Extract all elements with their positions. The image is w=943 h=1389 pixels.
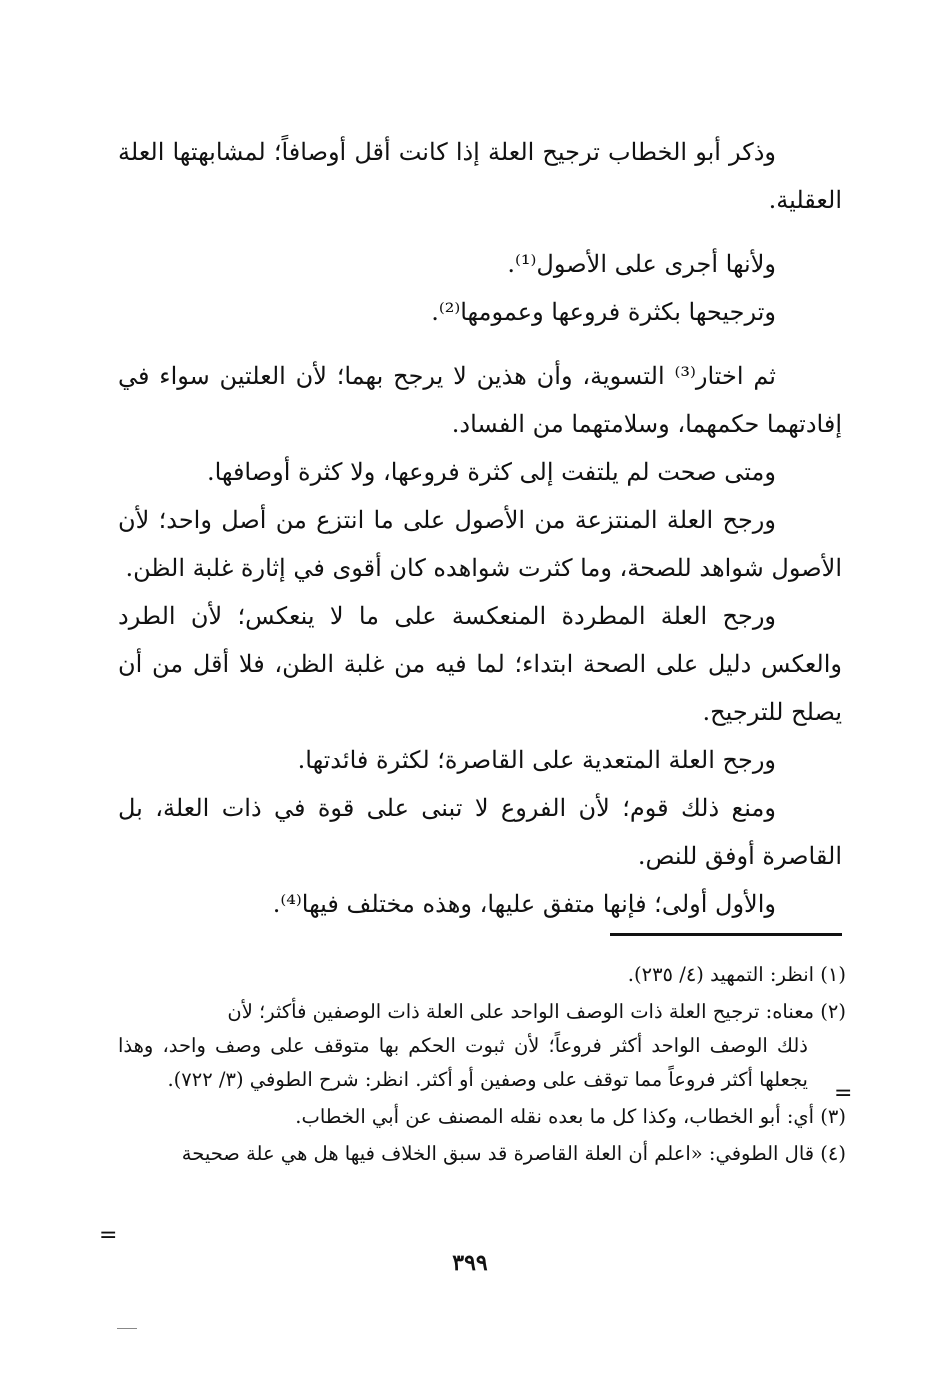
- footnote-continuation-mark: =: [834, 1081, 853, 1106]
- paragraph: ورجح العلة المتعدية على القاصرة؛ لكثرة فائدتها.: [297, 746, 776, 774]
- paragraph: والأول أولى؛ فإنها متفق عليها، وهذه مختلف فيها⁽⁴⁾.: [272, 890, 776, 918]
- footnote-2-continuation: ذلك الوصف الواحد أكثر فروعاً؛ لأن ثبوت الحكم بها متوقف على وصف واحد، وهذا يجعلها أكثر فروعاً مما توقف على وصفين أو أكثر. انظر: شرح الطوفي (٣/ ٧٢٢).: [118, 1034, 808, 1091]
- footnote-4: (٤) قال الطوفي: «اعلم أن العلة القاصرة قد سبق الخلاف فيها هل هي علة صحيحة: [181, 1142, 846, 1165]
- footnote-separator: [610, 933, 842, 936]
- footnote-1: (١) انظر: التمهيد (٤/ ٢٣٥).: [627, 963, 846, 986]
- page-number: ٣٩٩: [452, 1250, 488, 1276]
- footnote-continuation-mark: =: [99, 1223, 118, 1248]
- paragraph: ورجح العلة المنتزعة من الأصول على ما انتزع من أصل واحد؛ لأن الأصول شواهد للصحة، وما كثرت شواهده كان أقوى في إثارة غلبة الظن.: [118, 506, 842, 582]
- paragraph: ثم اختار⁽³⁾ التسوية، وأن هذين لا يرجح بهما؛ لأن العلتين سواء في إفادتهما حكمهما، وسلامتهما من الفساد.: [118, 362, 842, 438]
- paragraph: ورجح العلة المطردة المنعكسة على ما لا ينعكس؛ لأن الطرد والعكس دليل على الصحة ابتداء؛ لما فيه من غلبة الظن، فلا أقل من أن يصلح للترجيح.: [118, 602, 842, 726]
- paragraph: ولأنها أجرى على الأصول⁽¹⁾.: [507, 250, 776, 278]
- footnote-3: (٣) أي: أبو الخطاب، وكذا كل ما بعده نقله المصنف عن أبي الخطاب.: [295, 1105, 846, 1128]
- scan-artifact: [117, 1328, 137, 1329]
- paragraph: وترجيحها بكثرة فروعها وعمومها⁽²⁾.: [431, 298, 776, 326]
- paragraph: ومتى صحت لم يلتفت إلى كثرة فروعها، ولا كثرة أوصافها.: [206, 458, 776, 486]
- footnote-2-first-line: (٢) معناه: ترجيح العلة ذات الوصف الواحد على العلة ذات الوصفين فأكثر؛ لأن: [227, 1000, 846, 1023]
- paragraph: ومنع ذلك قوم؛ لأن الفروع لا تبنى على قوة في ذات العلة، بل القاصرة أوفق للنص.: [118, 794, 842, 870]
- main-text: [118, 128, 842, 928]
- footnotes: [118, 958, 846, 1174]
- paragraph: وذكر أبو الخطاب ترجيح العلة إذا كانت أقل أوصافاً؛ لمشابهتها العلة العقلية.: [118, 138, 842, 214]
